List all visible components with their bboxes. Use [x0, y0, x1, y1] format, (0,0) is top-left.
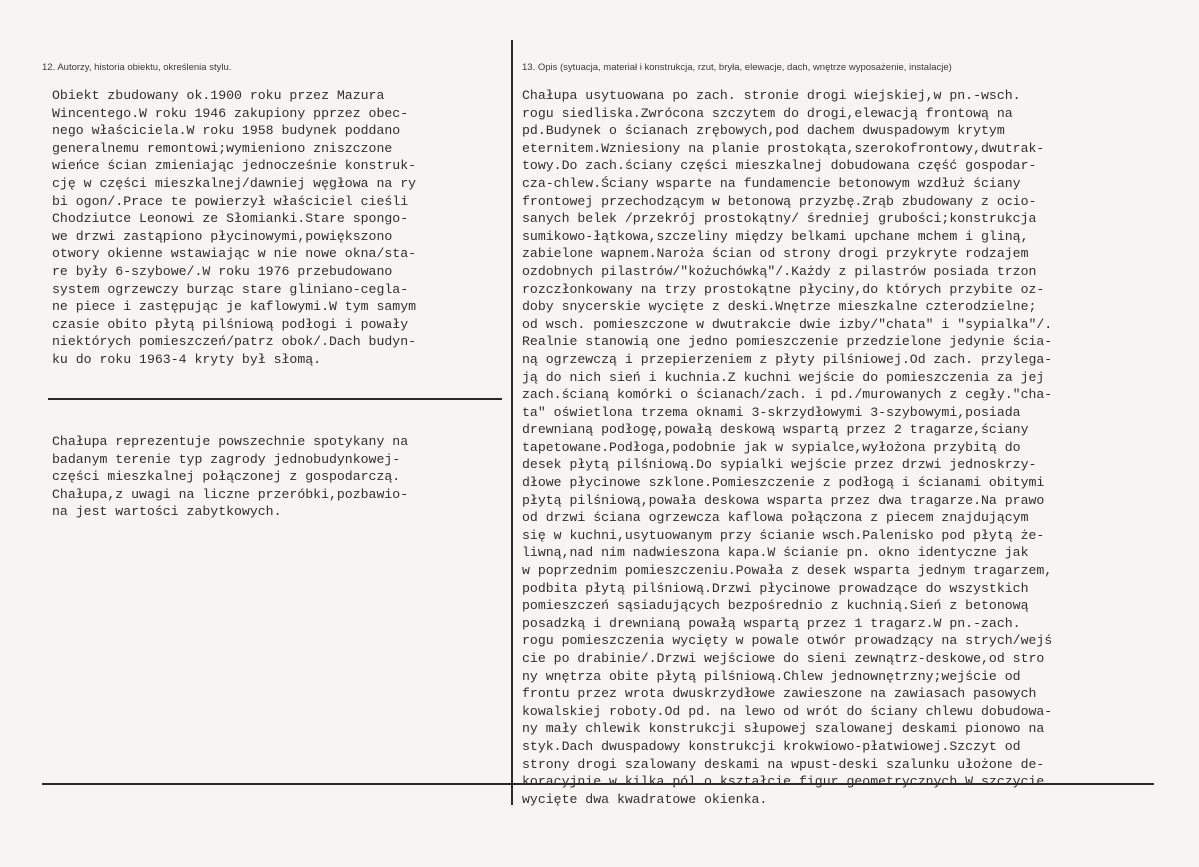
text-line: strony drogi szalowany deskami na wpust-deski szalunku ułożone de- — [522, 756, 1045, 772]
text-line: posadzką i drewnianą powałą wspartą przez 1 tragarz.W pn.-zach. — [522, 615, 1021, 631]
text-line: eternitem.Wzniesiony na planie prostokąta,szerokofrontowy,dwutrak- — [522, 140, 1045, 156]
text-line: frontu przez wrota dwuskrzydłowe zawieszone na zawiasach pasowych — [522, 686, 1037, 702]
text-line: rogu pomieszczenia wycięty w powale otwór prowadzący na strych/wejś — [522, 633, 1053, 649]
text-line: Chałupa,z uwagi na liczne przeróbki,pozbawio- — [52, 486, 409, 502]
text-line: ny wnętrza obite płytą pilśniową.Chlew jednownętrzny;wejście od — [522, 668, 1021, 684]
text-line: ne piece i zastępując je kaflowymi.W tym samym — [52, 299, 417, 315]
text-line: rozczłonkowany na trzy prostokątne płyciny,do których przybite oz- — [522, 281, 1045, 297]
text-line: wycięte dwa kwadratowe okienka. — [522, 791, 768, 807]
text-line: ną ogrzewczą i przepierzeniem z płyty pilśniowej.Od zach. przylega- — [522, 351, 1053, 367]
text-line: Chałupa reprezentuje powszechnie spotykany na — [52, 434, 409, 449]
text-line: się w kuchni,usytuowanym przy ścianie wsch.Palenisko pod płytą że- — [522, 527, 1045, 543]
text-line: doby snycerskie wycięte z deski.Wnętrze mieszkalne czterodzielne; — [522, 299, 1037, 315]
text-line: ta" oświetlona trzema oknami 3-skrzydłowymi 3-szybowymi,posiada — [522, 404, 1021, 420]
text-line: Chałupa usytuowana po zach. stronie drogi wiejskiej,w pn.-wsch. — [522, 88, 1021, 103]
style-assessment-text — [52, 433, 408, 521]
text-line: zach.ścianą komórki o ścianach/zach. i pd./murowanych z cegły."cha- — [522, 387, 1053, 403]
left-section-divider — [48, 398, 502, 400]
text-line: cję w części mieszkalnej/dawniej węgłowa na ry — [52, 175, 417, 191]
text-line: Realnie stanowią one jedno pomieszczenie przedzielone jedynie ścia- — [522, 334, 1053, 350]
text-line: ją do nich sień i kuchnia.Z kuchni wejście do pomieszczenia za jej — [522, 369, 1045, 385]
text-line: we drzwi zastąpiono płycinowymi,powiększono — [52, 228, 393, 244]
text-line: tapetowane.Podłoga,podobnie jak w sypialce,wyłożona przybitą do — [522, 439, 1021, 455]
text-line: zabielone wapnem.Naroża ścian od strony drogi przykryte rodzajem — [522, 246, 1029, 262]
text-line: płytą pilśniową,powała deskowa wsparta przez dwa tragarze.Na prawo — [522, 492, 1045, 508]
text-line: cie po drabinie/.Drzwi wejściowe do sieni zewnątrz-deskowe,od stro — [522, 651, 1045, 666]
text-line: ozdobnych pilastrów/"kożuchówką"/.Każdy z pilastrów posiada trzon — [522, 263, 1037, 279]
text-line: generalnemu remontowi;wymieniono zniszczone — [52, 140, 393, 156]
column-divider — [511, 40, 513, 805]
text-line: system ogrzewczy burząc stare gliniano-cegla- — [52, 281, 409, 297]
text-line: wieńce ścian zmieniając jednocześnie konstruk- — [52, 158, 417, 174]
text-line: towy.Do zach.ściany części mieszkalnej dobudowana część gospodar- — [522, 158, 1037, 174]
text-line: kowalskiej roboty.Od pd. na lewo od wrót do ściany chlewu dobudowa- — [522, 703, 1053, 719]
section-12-heading: 12. Autorzy, historia obiektu, określenia stylu. — [42, 62, 232, 73]
text-line: sanych belek /przekrój prostokątny/ średniej grubości;konstrukcja — [522, 211, 1037, 227]
text-line: rogu siedliska.Zwrócona szczytem do drogi,elewacją frontową na — [522, 105, 1013, 121]
text-line: niektórych pomieszczeń/patrz obok/.Dach budyn- — [52, 334, 417, 350]
text-line: sumikowo-łątkowa,szczeliny między belkami upchane mchem i gliną, — [522, 228, 1029, 244]
text-line: od wsch. pomieszczone w dwutrakcie dwie izby/"chata" i "sypialka"/. — [522, 316, 1053, 332]
text-line: drewnianą podłogę,powałą deskową wspartą przez 2 tragarze,ściany — [522, 422, 1029, 438]
text-line: dłowe płycinowe szklone.Pomieszczenie z podłogą i ścianami obitymi — [522, 475, 1045, 491]
text-line: badanym terenie typ zagrody jednobudynkowej- — [52, 451, 401, 467]
description-text — [522, 87, 1052, 808]
text-line: podbita płytą pilśniową.Drzwi płycinowe prowadzące do wszystkich — [522, 580, 1029, 596]
text-line: desek płytą pilśniową.Do sypialki wejście przez drzwi jednoskrzy- — [522, 457, 1037, 473]
text-line: styk.Dach dwuspadowy konstrukcji krokwiowo-płatwiowej.Szczyt od — [522, 738, 1021, 754]
text-line: otwory okienne wstawiając w nie nowe okna/sta- — [52, 246, 417, 262]
text-line: Chodziutce Leonowi ze Słomianki.Stare spongo- — [52, 211, 409, 227]
text-line: Obiekt zbudowany ok.1900 roku przez Mazura — [52, 88, 385, 103]
text-line: frontowej przechodzącym w betonową przyzbę.Zrąb zbudowany z ocio- — [522, 193, 1037, 209]
text-line: Wincentego.W roku 1946 zakupiony pprzez obec- — [52, 105, 409, 121]
text-line: bi ogon/.Prace te powierzył właściciel cieśli — [52, 193, 409, 209]
text-line: na jest wartości zabytkowych. — [52, 504, 282, 520]
text-line: od drzwi ściana ogrzewcza kaflowa połączona z piecem znajdującym — [522, 510, 1029, 526]
text-line: pd.Budynek o ścianach zrębowych,pod dachem dwuspadowym krytym — [522, 123, 1005, 139]
text-line: koracyjnie w kilka pól o kształcie figur geometrycznych.W szczycie — [522, 774, 1045, 790]
text-line: ny mały chlewik konstrukcji słupowej szalowanej deskami pionowo na — [522, 721, 1045, 737]
text-line: ku do roku 1963-4 kryty był słomą. — [52, 351, 322, 367]
text-line: części mieszkalnej połączonej z gospodarczą. — [52, 469, 401, 485]
text-line: cza-chlew.Ściany wsparte na fundamencie betonowym wzdłuż ściany — [522, 175, 1021, 191]
text-line: re były 6-szybowe/.W roku 1976 przebudowano — [52, 263, 393, 279]
text-line: liwną,nad nim nadwieszona kapa.W ścianie pn. okno identyczne jak — [522, 545, 1029, 561]
history-text — [52, 87, 416, 369]
section-13-heading: 13. Opis (sytuacja, materiał i konstrukcja, rzut, bryła, elewacje, dach, wnętrze wyposażenie, instalacje) — [522, 62, 952, 73]
text-line: czasie obito płytą pilśniową podłogi i powały — [52, 316, 409, 332]
text-line: pomieszczeń sąsiadujących bezpośrednio z kuchnią.Sień z betonową — [522, 598, 1029, 614]
text-line: w poprzednim pomieszczeniu.Powała z desek wsparta jednym tragarzem, — [522, 563, 1053, 579]
text-line: nego właściciela.W roku 1958 budynek poddano — [52, 123, 401, 139]
